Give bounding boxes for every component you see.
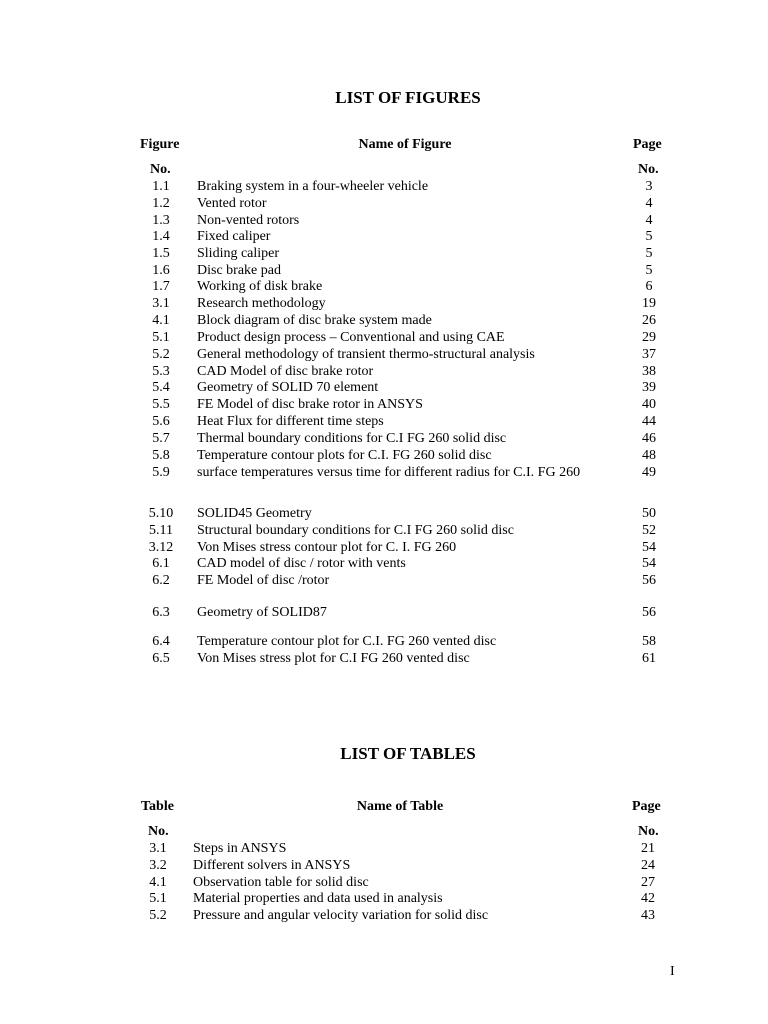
figure-name: Research methodology [197, 296, 326, 311]
figure-page: 56 [642, 605, 656, 620]
table-page: 21 [641, 841, 655, 856]
figure-page: 54 [642, 540, 656, 555]
figure-page: 38 [642, 364, 656, 379]
tables-header-table: Table [141, 799, 174, 814]
figure-page: 4 [645, 196, 653, 211]
figures-header-no: No. [150, 162, 171, 177]
figure-name: Temperature contour plot for C.I. FG 260 vented disc [197, 634, 497, 649]
figure-name: FE Model of disc /rotor [197, 573, 330, 588]
tables-header-page-no: No. [638, 824, 659, 839]
figure-name: Temperature contour plots for C.I. FG 260 solid disc [197, 448, 492, 463]
table-page: 27 [641, 875, 655, 890]
figure-number: 1.3 [152, 213, 170, 228]
figure-number: 1.7 [152, 279, 170, 294]
figure-number: 1.5 [152, 246, 170, 261]
page-number: I [670, 964, 675, 979]
figure-page: 61 [642, 651, 656, 666]
figure-number: 5.1 [152, 330, 170, 345]
figure-page: 46 [642, 431, 656, 446]
table-number: 5.2 [149, 908, 167, 923]
figure-name: Geometry of SOLID87 [197, 605, 327, 620]
figure-number: 6.4 [152, 634, 170, 649]
figure-page: 37 [642, 347, 656, 362]
figure-name: Fixed caliper [197, 229, 271, 244]
figure-name: Geometry of SOLID 70 element [197, 380, 379, 395]
figure-number: 1.2 [152, 196, 170, 211]
tables-header-name: Name of Table [356, 799, 444, 814]
figure-page: 5 [645, 246, 653, 261]
figure-page: 5 [645, 263, 653, 278]
table-number: 3.2 [149, 858, 167, 873]
figure-number: 6.2 [152, 573, 170, 588]
figure-number: 3.12 [148, 540, 174, 555]
figure-number: 5.4 [152, 380, 170, 395]
figure-number: 5.10 [148, 506, 174, 521]
table-number: 5.1 [149, 891, 167, 906]
figure-name: Product design process – Conventional and using CAE [197, 330, 505, 345]
figure-page: 5 [645, 229, 653, 244]
table-page: 43 [641, 908, 655, 923]
figure-number: 6.1 [152, 556, 170, 571]
figure-page: 44 [642, 414, 656, 429]
figure-name: SOLID45 Geometry [197, 506, 312, 521]
table-name: Different solvers in ANSYS [193, 858, 351, 873]
figure-number: 6.5 [152, 651, 170, 666]
figure-page: 19 [642, 296, 656, 311]
figure-page: 58 [642, 634, 656, 649]
figure-name: CAD model of disc / rotor with vents [197, 556, 406, 571]
table-page: 24 [641, 858, 655, 873]
figure-name: Working of disk brake [197, 279, 323, 294]
figures-header-figure: Figure [140, 137, 180, 152]
figure-name: Braking system in a four-wheeler vehicle [197, 179, 429, 194]
figure-number: 1.4 [152, 229, 170, 244]
figure-name: surface temperatures versus time for different radius for C.I. FG 260 [197, 465, 581, 480]
tables-header-no: No. [148, 824, 169, 839]
figure-number: 5.9 [152, 465, 170, 480]
figure-number: 5.8 [152, 448, 170, 463]
table-name: Material properties and data used in analysis [193, 891, 443, 906]
figure-name: Non-vented rotors [197, 213, 300, 228]
figure-page: 29 [642, 330, 656, 345]
table-name: Steps in ANSYS [193, 841, 287, 856]
figure-number: 6.3 [152, 605, 170, 620]
table-number: 3.1 [149, 841, 167, 856]
tables-title: LIST OF TABLES [340, 744, 476, 763]
figure-page: 50 [642, 506, 656, 521]
figure-name: General methodology of transient thermo-structural analysis [197, 347, 535, 362]
figure-page: 56 [642, 573, 656, 588]
figure-number: 5.11 [149, 523, 173, 538]
figures-header-page-no: No. [638, 162, 659, 177]
figure-number: 4.1 [152, 313, 170, 328]
figure-name: Structural boundary conditions for C.I FG 260 solid disc [197, 523, 514, 538]
figure-page: 48 [642, 448, 656, 463]
figure-number: 5.3 [152, 364, 170, 379]
table-name: Pressure and angular velocity variation for solid disc [193, 908, 489, 923]
table-page: 42 [641, 891, 655, 906]
figure-page: 3 [645, 179, 653, 194]
figure-number: 5.7 [152, 431, 170, 446]
tables-header-page: Page [632, 799, 661, 814]
figure-page: 49 [642, 465, 656, 480]
table-name: Observation table for solid disc [193, 875, 369, 890]
figure-number: 5.5 [152, 397, 170, 412]
figure-name: Thermal boundary conditions for C.I FG 260 solid disc [197, 431, 507, 446]
figure-page: 4 [645, 213, 653, 228]
figure-number: 3.1 [152, 296, 170, 311]
figures-header-name: Name of Figure [358, 137, 452, 152]
figure-page: 54 [642, 556, 656, 571]
figure-page: 40 [642, 397, 656, 412]
figures-title: LIST OF FIGURES [335, 88, 481, 107]
figure-page: 52 [642, 523, 656, 538]
figure-page: 39 [642, 380, 656, 395]
figure-name: Heat Flux for different time steps [197, 414, 384, 429]
figure-number: 5.6 [152, 414, 170, 429]
figure-page: 26 [642, 313, 656, 328]
figure-name: Block diagram of disc brake system made [197, 313, 432, 328]
figure-number: 1.1 [152, 179, 170, 194]
figure-name: FE Model of disc brake rotor in ANSYS [197, 397, 423, 412]
figure-name: Disc brake pad [197, 263, 281, 278]
figure-name: Vented rotor [197, 196, 267, 211]
figure-name: CAD Model of disc brake rotor [197, 364, 374, 379]
figure-number: 1.6 [152, 263, 170, 278]
figures-header-page: Page [633, 137, 662, 152]
table-number: 4.1 [149, 875, 167, 890]
figure-name: Sliding caliper [197, 246, 280, 261]
figure-name: Von Mises stress contour plot for C. I. FG 260 [197, 540, 457, 555]
figure-page: 6 [645, 279, 653, 294]
figure-number: 5.2 [152, 347, 170, 362]
figure-name: Von Mises stress plot for C.I FG 260 vented disc [197, 651, 470, 666]
